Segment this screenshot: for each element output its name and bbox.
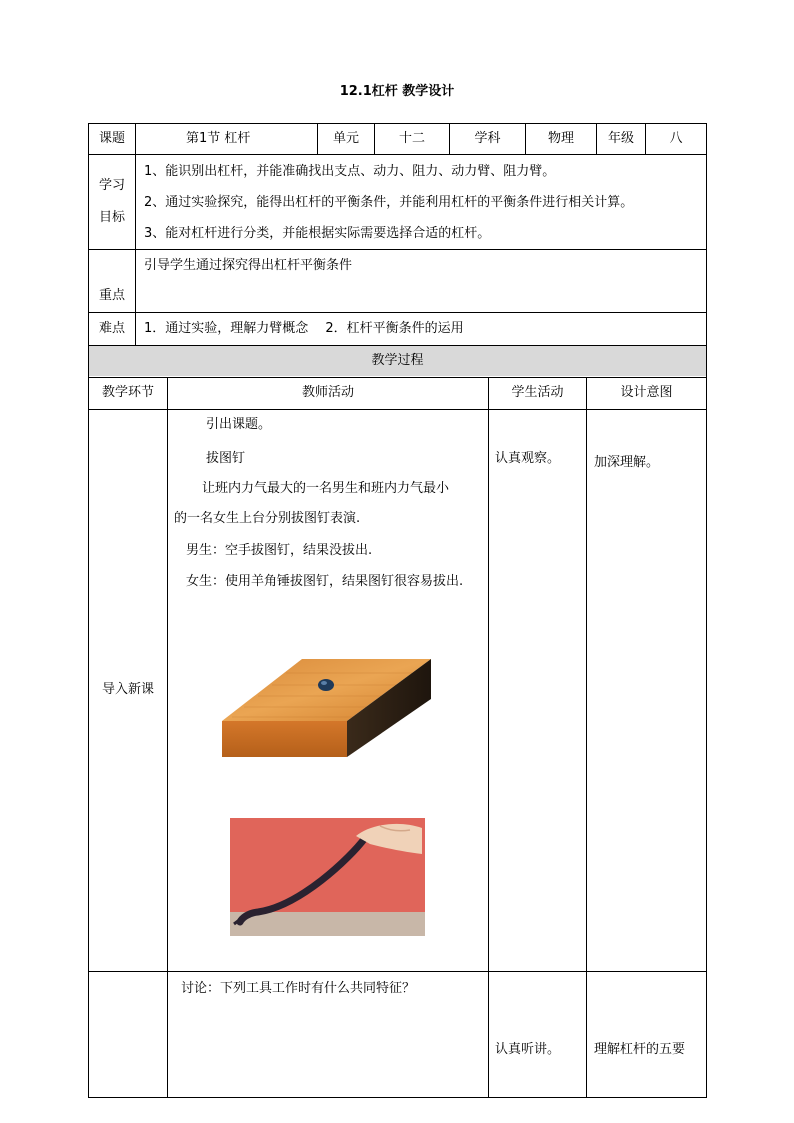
lesson-plan-table bbox=[88, 123, 707, 1098]
document-title: 12.1杠杆 教学设计 bbox=[339, 84, 455, 99]
objective-item: 3、能对杠杆进行分类，并能根据实际需要选择合适的杠杆。 bbox=[144, 226, 491, 241]
teacher-line: 引出课题。 bbox=[206, 417, 272, 432]
column-header-intent: 设计意图 bbox=[620, 385, 673, 400]
lesson-label: 课题 bbox=[98, 131, 125, 146]
design-intent: 理解杠杆的五要 bbox=[594, 1042, 686, 1057]
pushpin-board-image bbox=[222, 641, 431, 761]
objective-item: 2、通过实验探究，能得出杠杆的平衡条件，并能利用杠杆的平衡条件进行相关计算。 bbox=[144, 195, 634, 210]
teacher-line: 的一名女生上台分别拔图钉表演. bbox=[174, 511, 361, 526]
intro-stage-label: 导入新课 bbox=[101, 682, 154, 697]
key-point-text: 引导学生通过探究得出杠杆平衡条件 bbox=[144, 258, 353, 273]
grid-line bbox=[88, 971, 707, 972]
design-intent: 加深理解。 bbox=[594, 455, 660, 470]
grid-line bbox=[88, 249, 707, 250]
unit-label: 单元 bbox=[332, 131, 359, 146]
student-activity: 认真观察。 bbox=[495, 451, 561, 466]
grid-line bbox=[88, 409, 707, 410]
grid-line bbox=[586, 377, 587, 1098]
grid-line bbox=[88, 154, 707, 155]
objectives-label-line1: 学习 bbox=[98, 178, 125, 193]
objective-item: 1、能识别出杠杆，并能准确找出支点、动力、阻力、动力臂、阻力臂。 bbox=[144, 164, 556, 179]
subject-label: 学科 bbox=[474, 131, 501, 146]
column-header-stage: 教学环节 bbox=[101, 385, 154, 400]
crowbar-illustration bbox=[230, 818, 425, 936]
crowbar-image bbox=[230, 818, 425, 936]
teacher-line: 拔图钉 bbox=[206, 451, 246, 466]
student-activity: 认真听讲。 bbox=[495, 1042, 561, 1057]
process-header: 教学过程 bbox=[371, 353, 424, 368]
grid-line bbox=[88, 312, 707, 313]
grid-line bbox=[88, 1097, 707, 1098]
grid-line bbox=[488, 377, 489, 1098]
teacher-line: 让班内力气最大的一名男生和班内力气最小 bbox=[202, 481, 450, 496]
teacher-line: 女生：使用羊角锤拔图钉，结果图钉很容易拔出. bbox=[186, 574, 464, 589]
grade-value: 八 bbox=[669, 131, 683, 146]
objectives-label-line2: 目标 bbox=[98, 210, 125, 225]
grid-line bbox=[135, 123, 136, 155]
difficulty-text: 1．通过实验，理解力臂概念 2．杠杆平衡条件的运用 bbox=[144, 321, 464, 336]
grid-line bbox=[167, 377, 168, 1098]
column-header-teacher: 教师活动 bbox=[301, 385, 354, 400]
teacher-line: 男生：空手拔图钉，结果没拔出. bbox=[186, 543, 373, 558]
teacher-discussion-line: 讨论：下列工具工作时有什么共同特征？ bbox=[181, 981, 416, 996]
grid-line bbox=[88, 123, 707, 124]
grid-line bbox=[706, 123, 707, 1098]
grid-line bbox=[135, 154, 136, 346]
subject-value: 物理 bbox=[547, 131, 574, 146]
grid-line bbox=[88, 345, 707, 346]
pushpin-board-illustration bbox=[222, 641, 431, 761]
grid-line bbox=[88, 377, 707, 378]
key-point-label: 重点 bbox=[98, 288, 125, 303]
unit-value: 十二 bbox=[398, 131, 425, 146]
grade-label: 年级 bbox=[607, 131, 634, 146]
difficulty-label: 难点 bbox=[98, 321, 125, 336]
lesson-value: 第1节 杠杆 bbox=[186, 131, 251, 146]
column-header-student: 学生活动 bbox=[511, 385, 564, 400]
grid-line bbox=[88, 123, 89, 1098]
